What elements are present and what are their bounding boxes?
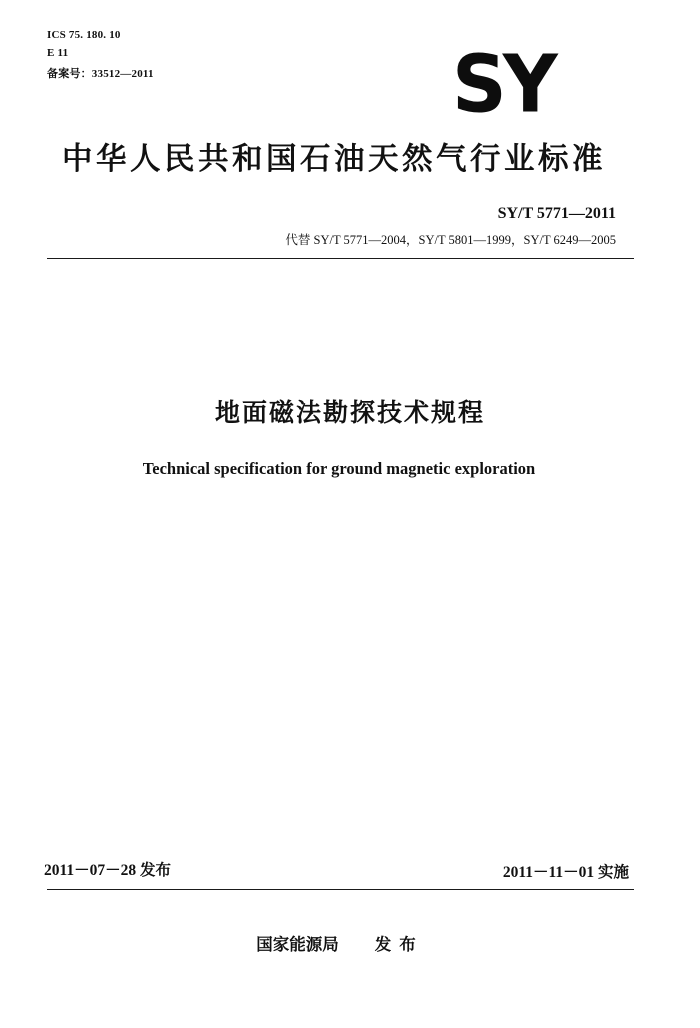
document-title-chinese: 地面磁法勘探技术规程: [214, 398, 485, 427]
top-divider: [47, 258, 634, 259]
bottom-divider: [47, 889, 634, 890]
filing-number: 备案号：33512—2011: [47, 68, 154, 80]
publisher-action: 发布: [374, 935, 424, 954]
replaces-standards: 代替 SY/T 5771—2004，SY/T 5801—1999，SY/T 6249—2005: [285, 233, 616, 247]
publisher-line: [0, 931, 680, 955]
industry-standard-title: 中华人民共和国石油天然气行业标准: [62, 142, 606, 177]
standard-number: SY/T 5771—2011: [497, 205, 616, 222]
implementation-date: 2011－11－01 实施: [502, 864, 629, 881]
category-code: E 11: [47, 47, 69, 59]
sy-logo: SY: [452, 37, 554, 131]
publisher-name: 国家能源局: [256, 935, 339, 954]
ics-code: ICS 75. 180. 10: [47, 29, 121, 41]
issue-date: 2011－07－28 发布: [44, 862, 172, 879]
document-title-english: Technical specification for ground magnetic exploration: [142, 459, 536, 478]
